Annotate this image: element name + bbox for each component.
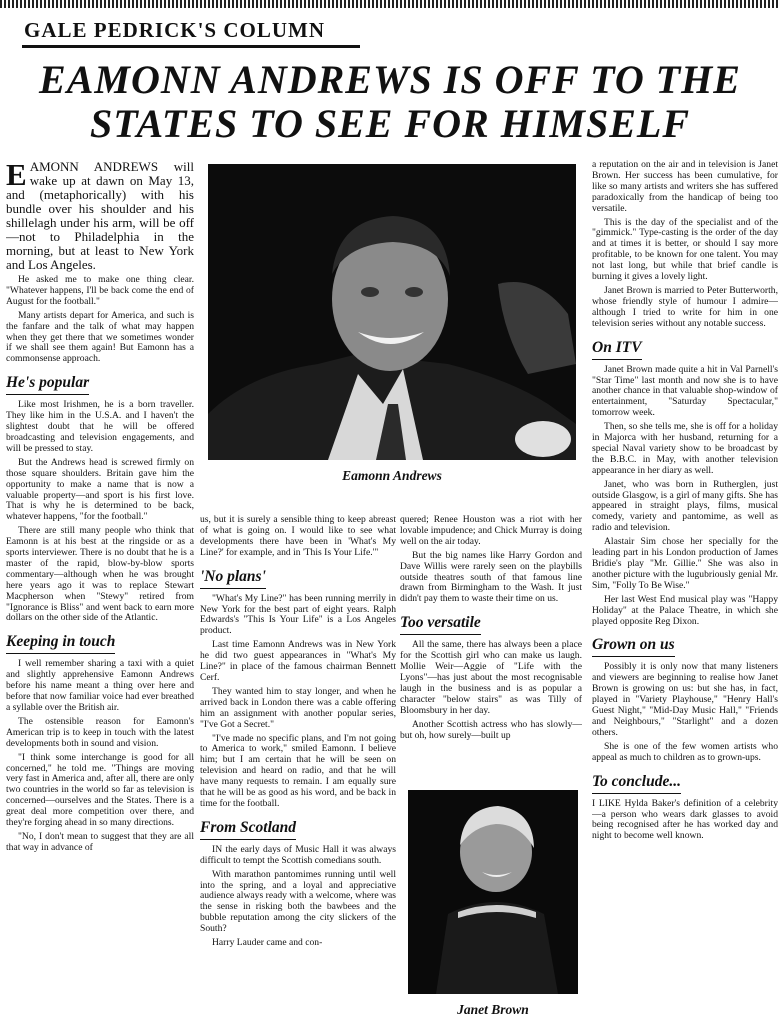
column-4 — [592, 160, 778, 1024]
paragraph: With marathon pantomimes running until well into the spring, and a loyal and appreciative audience always ready with a welcome, where was the sense in risking both the bawbees and the bubble reputation among the city slickers of the South? — [200, 868, 396, 935]
paragraph: IN the early days of Music Hall it was always difficult to tempt the Scottish comedians south. — [200, 843, 396, 866]
column-3 — [400, 515, 582, 787]
column-2 — [200, 515, 396, 1024]
paragraph: Her last West End musical play was "Happy Holiday" at the Palace Theatre, in which she played opposite Reg Dixon. — [592, 593, 778, 627]
subheading-too-versatile: Too versatile — [400, 614, 481, 635]
paragraph: "No, I don't mean to suggest that they are all that way in advance of — [6, 830, 194, 853]
lead-paragraph — [6, 160, 194, 272]
paragraph: Janet Brown is married to Peter Butterworth, whose friendly style of humour I admire—although I tried to write for him in one television series without any notable success. — [592, 284, 778, 329]
lead-text: AMONN ANDREWS will wake up at dawn on May 13, and (metaphorically) with his bundle over his shoulder and his shillelagh under his arm, will be off—not to Philadelphia in the morning, but at least to New York and Los Angeles. — [6, 160, 194, 272]
paragraph: But the big names like Harry Gordon and Dave Willis were rarely seen on the playbills outside theatres south of that famous line drawn from Birmingham to the Wash. It just didn't pay them to waste their time on us. — [400, 549, 582, 605]
subheading-grown-on-us: Grown on us — [592, 636, 675, 657]
paragraph: "I think some interchange is good for all concerned," he told me. "Things are moving very fast in America and, after all, there are only two countries in the world so far as television is concerned—ourselves and the States. There is a great deal more competition over there, and they're forging ahead in so many directions. — [6, 751, 194, 829]
top-border — [0, 0, 780, 8]
column-heading: GALE PEDRICK'S COLUMN — [24, 18, 326, 42]
subheading-on-itv: On ITV — [592, 339, 642, 360]
column-1 — [6, 160, 194, 1024]
headline-line-2: STATES TO SEE FOR HIMSELF — [89, 101, 691, 146]
paragraph: This is the day of the specialist and of the "gimmick." Type-casting is the order of the day and at times it is better, or should I say more profitable, to be known for one talent. You may not last long, but while that brief candle is burning it gives a lovely light. — [592, 216, 778, 283]
column-heading-rule — [22, 45, 360, 48]
paragraph: She is one of the few women artists who appeal as much to children as to grown-ups. — [592, 740, 778, 763]
paragraph: The ostensible reason for Eamonn's American trip is to keep in touch with the latest developments both in sound and vision. — [6, 715, 194, 749]
paragraph: Possibly it is only now that many listeners and viewers are beginning to realise how Janet Brown is growing on us: but she has, in fact, played in "Variety Playhouse," "Henry Hall's Guest Night," "Mid-Day Music Hall," "Friends and Neighbours," "Starlight" and a dozen others. — [592, 661, 778, 738]
portrait-illustration — [408, 790, 578, 994]
portrait-illustration — [208, 164, 576, 460]
paragraph: Then, so she tells me, she is off for a holiday in Majorca with her husband, returning for a special Naval variety show to be broadcast by the B.B.C. in May, with another television appearance in her diary as well. — [592, 421, 778, 476]
subheading-to-conclude: To conclude... — [592, 773, 681, 794]
paragraph: There are still many people who think that Eamonn is at his best at the ringside or as a sports interviewer. There is no doubt that he is a master of the rapid, blow-by-blow sports commentary—although when he was brought here years ago it was to replace Stewart Macpherson when "Stewy" retired from "Ignorance is Bliss" and went back to earn more dollars on the other side of the Atlantic. — [6, 525, 194, 624]
subheading-keeping-in-touch: Keeping in touch — [6, 633, 115, 654]
paragraph: I well remember sharing a taxi with a quiet and slightly apprehensive Eamonn Andrews before his name meant a thing over here and before that now familiar voice had ever breathed a syllable over the British air. — [6, 658, 194, 713]
paragraph: They wanted him to stay longer, and when he arrived back in London there was a cable offering him an assignment with another popular series, "I've Got a Secret." — [200, 685, 396, 730]
paragraph: He asked me to make one thing clear. "Whatever happens, I'll be back come the end of August for the football." — [6, 274, 194, 307]
photo-eamonn-andrews — [208, 164, 576, 460]
subheading-no-plans: 'No plans' — [200, 568, 266, 589]
subheading-hes-popular: He's popular — [6, 374, 89, 395]
paragraph: quered; Renee Houston was a riot with her lovable impudence; and Chick Murray is doing well on the air today. — [400, 515, 582, 547]
paragraph: Janet, who was born in Rutherglen, just outside Glasgow, is a girl of many gifts. She has appeared in straight plays, films, musical comedy, variety and pantomime, as well as radio and television. — [592, 478, 778, 534]
photo-caption-eamonn: Eamonn Andrews — [342, 468, 442, 483]
paragraph: I LIKE Hylda Baker's definition of a celebrity—a person who wears dark glasses to avoid being recognised after he has worked day and night to become well known. — [592, 797, 778, 842]
paragraph: But the Andrews head is screwed firmly on those square shoulders. Britain gave him the opportunity to make a name that is now a valuable property—and sport is his first love. That is why he is determined to be back, whatever happens, "for the football." — [6, 456, 194, 523]
paragraph: Last time Eamonn Andrews was in New York he did two guest appearances in "What's My Line?" in place of the famous chairman Bennett Cerf. — [200, 639, 396, 683]
paragraph: Like most Irishmen, he is a born traveller. They like him in the U.S.A. and I haven't the slightest doubt that he will be offered broadcasting and television engagements, and will be pressed to stay. — [6, 399, 194, 454]
photo-caption-janet: Janet Brown — [457, 1002, 529, 1017]
photo-janet-brown — [408, 790, 578, 994]
paragraph: All the same, there has always been a place for the Scottish girl who can make us laugh. Mollie Weir—Aggie of "Life with the Lyons"—has just about the most recognisable laugh in the business and is as popular a character "below stairs" as was Tilly of Bloomsbury in her day. — [400, 639, 582, 716]
subheading-from-scotland: From Scotland — [200, 819, 296, 840]
paragraph: "What's My Line?" has been running merrily in New York for the best part of eight years. Ralph Edwards's "This Is Your Life" is a Los Angeles product. — [200, 592, 396, 637]
paragraph: a reputation on the air and in television is Janet Brown. Her success has been cumulative, for like so many artists and writers she has suffered paradoxically from the handicap of being too versatile. — [592, 160, 778, 214]
headline-line-1: EAMONN ANDREWS IS OFF TO THE — [39, 57, 741, 102]
headline — [0, 58, 780, 146]
paragraph: Janet Brown made quite a hit in Val Parnell's "Star Time" last month and now she is to have another chance in that valuable shop-window of entertainment, "Saturday Spectacular," tomorrow week. — [592, 363, 778, 419]
paragraph: Another Scottish actress who has slowly—but oh, how surely—built up — [400, 718, 582, 741]
paragraph: Many artists depart for America, and such is the fanfare and the talk of what may happen when they get there that we sometimes wonder if we shall see them again! But Eamonn has a commonsense approach. — [6, 309, 194, 365]
paragraph: Harry Lauder came and con- — [212, 937, 323, 949]
paragraph: us, but it is surely a sensible thing to keep abreast of what is going on. I would like to see what developments there have been in 'What's My Line?' for example, and in 'This Is Your Life.'" — [200, 515, 396, 558]
drop-cap: E — [6, 160, 27, 192]
paragraph: Alastair Sim chose her specially for the leading part in his London production of James Bridie's play "Mr. Gillie." She was also in another picture with the lugubriously genial Mr. Sim, "Folly To Be Wise." — [592, 536, 778, 591]
paragraph: "I've made no specific plans, and I'm not going to America to work," smiled Eamonn. I believe him; but I am certain that he will be seen on television and heard on radio, and that he will have many requests to remain. I am equally sure that he will be as good as his word, and be back in time for the football. — [200, 732, 396, 809]
